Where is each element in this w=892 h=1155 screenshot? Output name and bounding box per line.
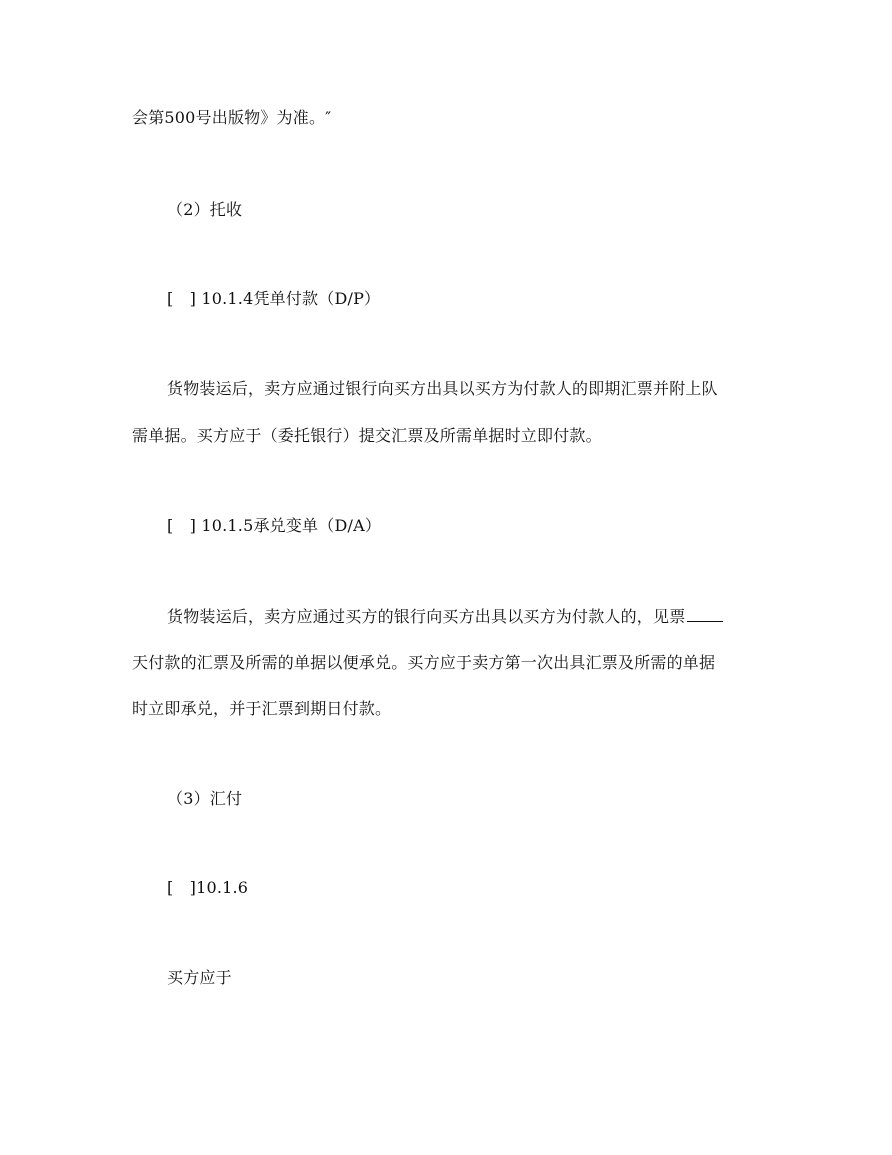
clause-10-1-4-text-2: 需单据。买方应于（委托银行）提交汇票及所需单据时立即付款。 <box>132 426 602 445</box>
clause-10-1-5-text-2: 天付款的汇票及所需的单据以便承兑。买方应于卖方第一次出具汇票及所需的单据 <box>132 653 716 672</box>
section-heading-remittance: （3）汇付 <box>167 789 243 808</box>
clause-10-1-5-title: [ ] 10.1.5承兑变单（D/A） <box>167 516 382 535</box>
clause-10-1-4-title: [ ] 10.1.4凭单付款（D/P） <box>167 289 381 308</box>
clause-10-1-6-title: [ ]10.1.6 <box>167 878 249 897</box>
fill-in-blank <box>687 607 723 622</box>
section-heading-collection: （2）托收 <box>167 200 243 219</box>
clause-10-1-4-text-1: 货物装运后，卖方应通过银行向买方出具以买方为付款人的即期汇票并附上队 <box>167 379 718 398</box>
clause-10-1-5-text-3: 时立即承兑，并于汇票到期日付款。 <box>132 699 392 718</box>
clause-10-1-5-text-1-wrapper <box>167 607 807 627</box>
clause-10-1-5-text-1: 货物装运后，卖方应通过买方的银行向买方出具以买方为付款人的，见票 <box>167 607 686 626</box>
text-line-1: 会第500号出版物》为准。″ <box>132 108 332 127</box>
clause-10-1-6-text: 买方应于 <box>167 968 232 987</box>
